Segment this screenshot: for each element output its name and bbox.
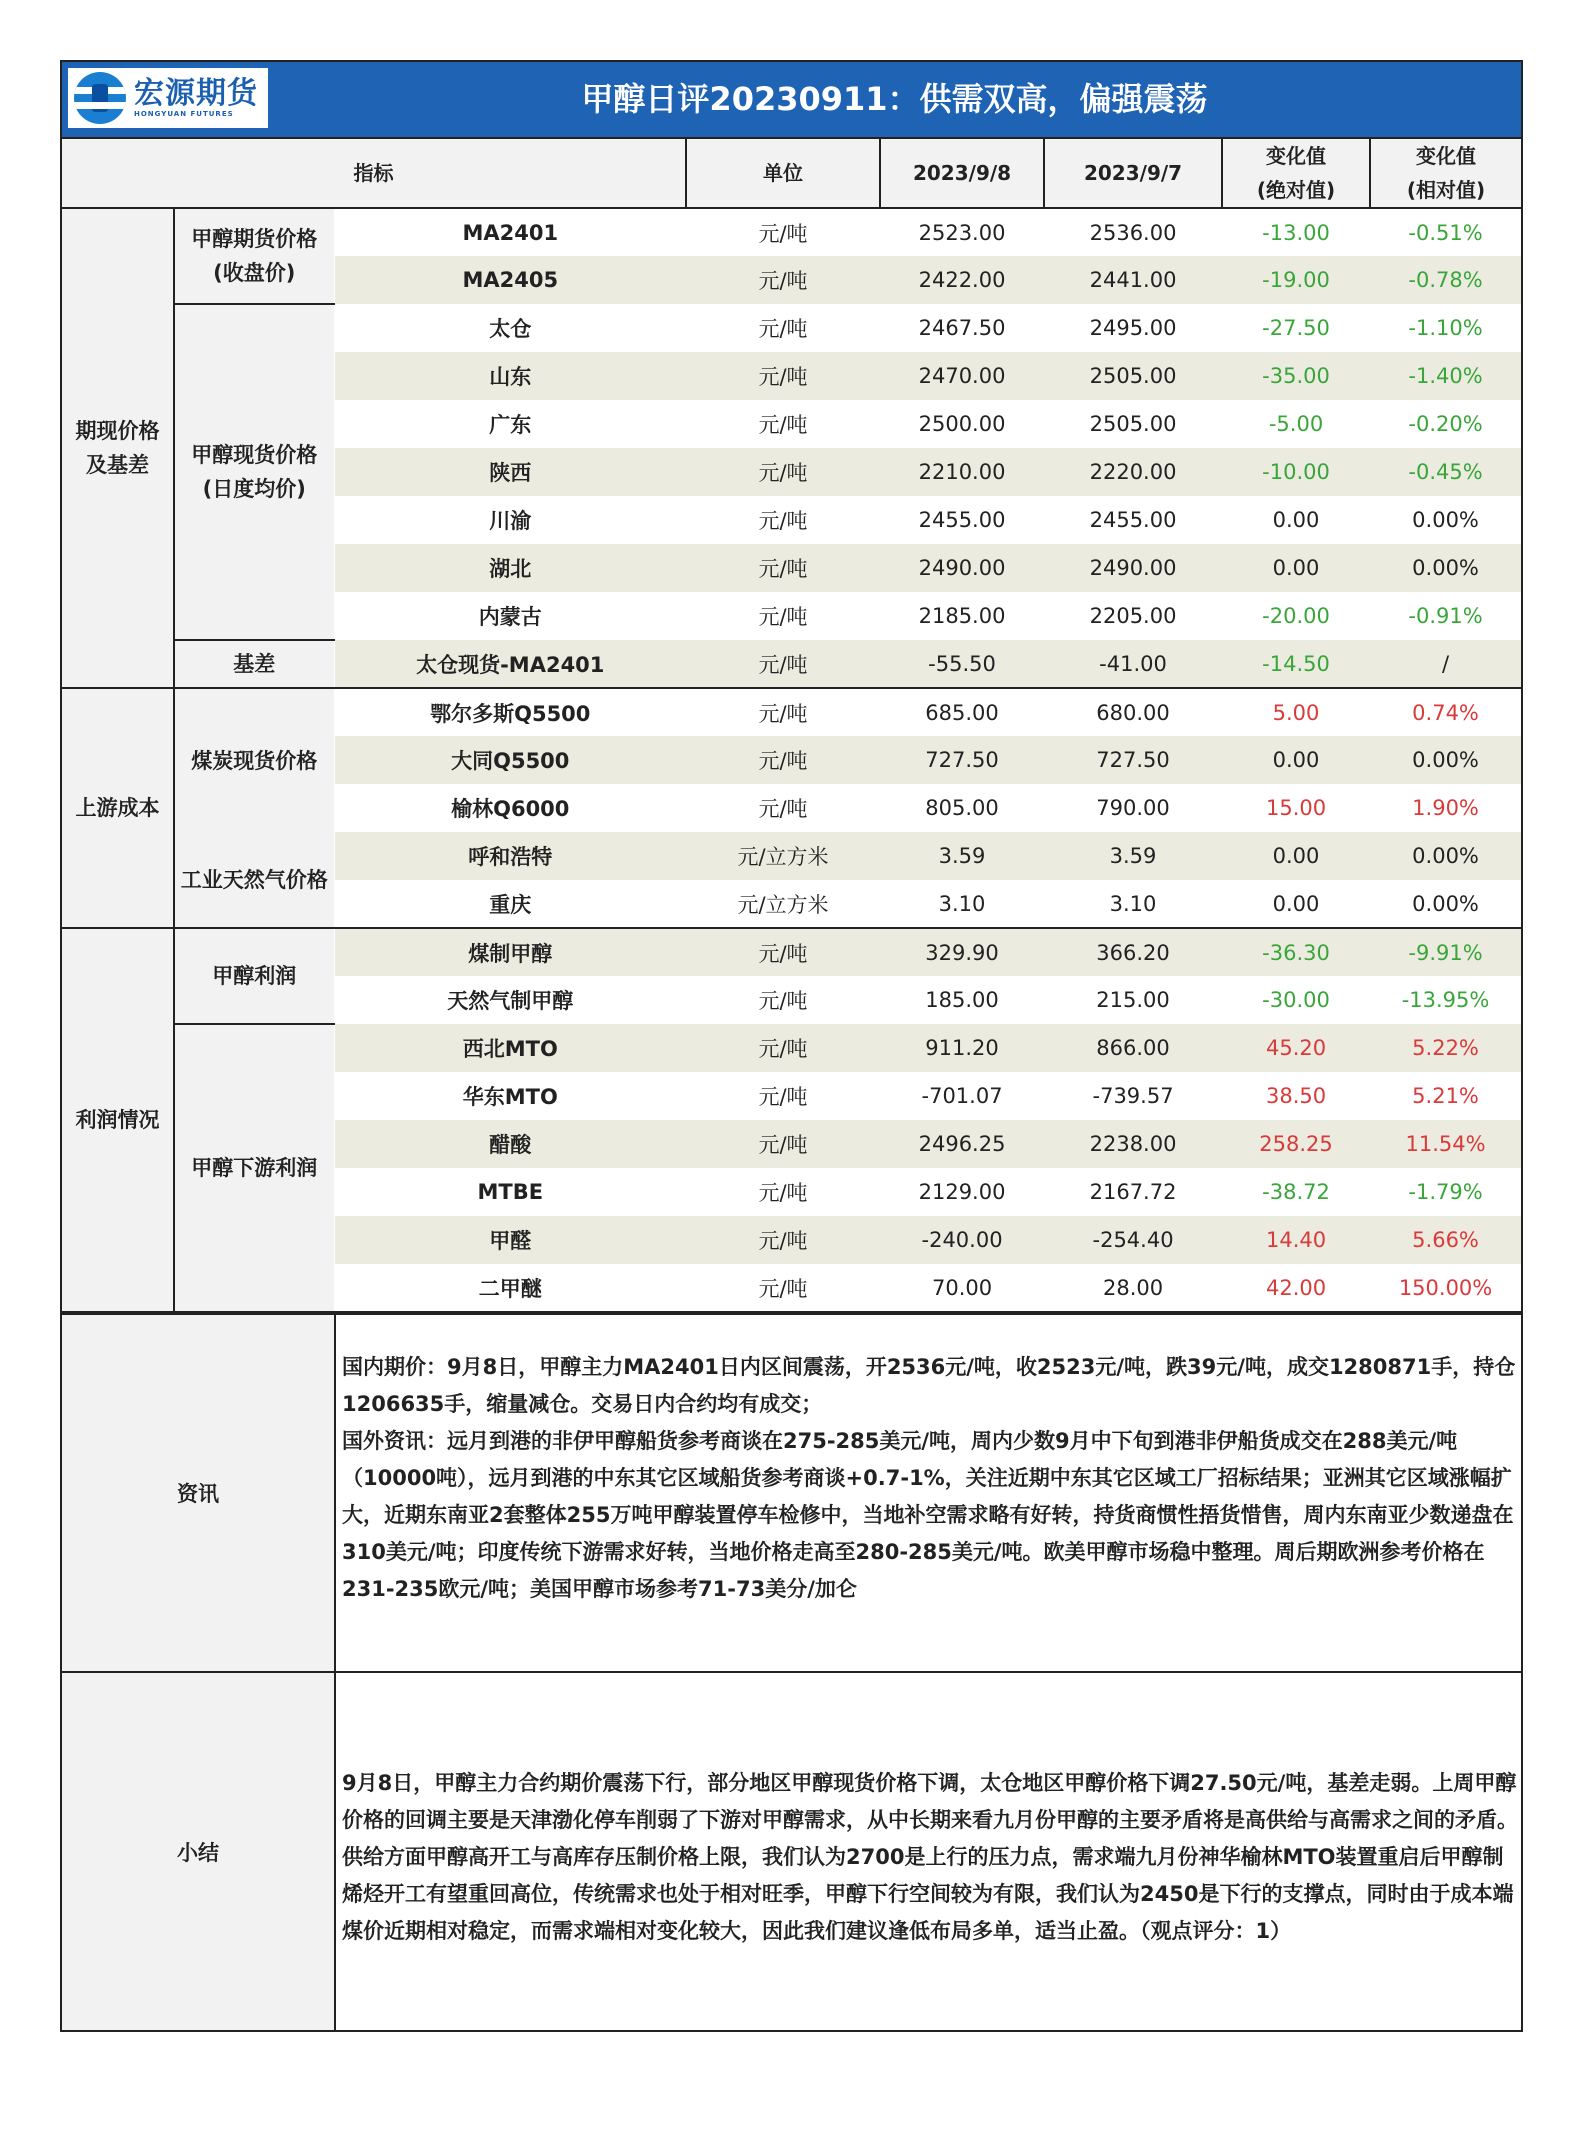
row-value-date1: 805.00 [880, 784, 1044, 832]
report-sheet [60, 60, 1523, 2032]
news-label: 资讯 [62, 1315, 336, 1671]
row-value-date2: -41.00 [1044, 640, 1222, 688]
row-abs-change: -10.00 [1222, 448, 1370, 496]
row-name: 大同Q5500 [334, 736, 686, 784]
row-abs-change: 5.00 [1222, 688, 1370, 736]
row-rel-change: -0.20% [1370, 400, 1521, 448]
row-abs-change: -13.00 [1222, 208, 1370, 256]
row-rel-change: -0.78% [1370, 256, 1521, 304]
table-header-row [62, 139, 1521, 208]
row-abs-change: 0.00 [1222, 496, 1370, 544]
row-rel-change: -0.91% [1370, 592, 1521, 640]
row-value-date2: 2205.00 [1044, 592, 1222, 640]
row-abs-change: -19.00 [1222, 256, 1370, 304]
row-rel-change: -0.51% [1370, 208, 1521, 256]
report-title: 甲醇日评20230911：供需双高，偏强震荡 [581, 80, 1208, 118]
col-date1: 2023/9/8 [880, 139, 1044, 208]
row-value-date2: 866.00 [1044, 1024, 1222, 1072]
row-value-date2: -739.57 [1044, 1072, 1222, 1120]
row-abs-change: 15.00 [1222, 784, 1370, 832]
row-rel-change: -13.95% [1370, 976, 1521, 1024]
methanol-data-table [62, 139, 1521, 1313]
report-header [62, 62, 1521, 139]
row-value-date2: 28.00 [1044, 1264, 1222, 1312]
row-name: 陕西 [334, 448, 686, 496]
col-date2: 2023/9/7 [1044, 139, 1222, 208]
row-name: 广东 [334, 400, 686, 448]
row-value-date2: 2220.00 [1044, 448, 1222, 496]
row-rel-change: -1.10% [1370, 304, 1521, 352]
row-unit: 元/吨 [686, 592, 880, 640]
row-name: MA2401 [334, 208, 686, 256]
row-abs-change: -38.72 [1222, 1168, 1370, 1216]
row-name: 湖北 [334, 544, 686, 592]
row-value-date2: -254.40 [1044, 1216, 1222, 1264]
row-unit: 元/吨 [686, 256, 880, 304]
table-row [62, 688, 1521, 736]
section-label-profit: 利润情况 [62, 928, 174, 1312]
row-unit: 元/吨 [686, 784, 880, 832]
col-rel-change: 变化值 (相对值) [1370, 139, 1521, 208]
row-abs-change: -36.30 [1222, 928, 1370, 976]
row-abs-change: -35.00 [1222, 352, 1370, 400]
row-unit: 元/吨 [686, 640, 880, 688]
row-name: 呼和浩特 [334, 832, 686, 880]
news-text [336, 1315, 1521, 1671]
row-value-date1: 2490.00 [880, 544, 1044, 592]
row-rel-change: 0.00% [1370, 880, 1521, 928]
row-abs-change: 14.40 [1222, 1216, 1370, 1264]
row-value-date2: 680.00 [1044, 688, 1222, 736]
row-rel-change: 150.00% [1370, 1264, 1521, 1312]
row-abs-change: 45.20 [1222, 1024, 1370, 1072]
table-row [62, 208, 1521, 256]
row-value-date1: 2500.00 [880, 400, 1044, 448]
row-abs-change: 258.25 [1222, 1120, 1370, 1168]
summary-text [336, 1673, 1521, 2030]
row-unit: 元/吨 [686, 304, 880, 352]
row-value-date1: 329.90 [880, 928, 1044, 976]
row-unit: 元/吨 [686, 1168, 880, 1216]
row-rel-change: 0.00% [1370, 544, 1521, 592]
row-abs-change: 0.00 [1222, 736, 1370, 784]
row-value-date1: -701.07 [880, 1072, 1044, 1120]
logo-name-en: HONGYUAN FUTURES [134, 110, 234, 118]
row-value-date2: 366.20 [1044, 928, 1222, 976]
row-rel-change: -1.79% [1370, 1168, 1521, 1216]
row-unit: 元/吨 [686, 544, 880, 592]
row-unit: 元/吨 [686, 1216, 880, 1264]
row-abs-change: 0.00 [1222, 880, 1370, 928]
row-value-date2: 2505.00 [1044, 400, 1222, 448]
row-value-date2: 2490.00 [1044, 544, 1222, 592]
row-value-date2: 727.50 [1044, 736, 1222, 784]
row-value-date2: 790.00 [1044, 784, 1222, 832]
table-row [62, 928, 1521, 976]
row-name: MA2405 [334, 256, 686, 304]
row-abs-change: -30.00 [1222, 976, 1370, 1024]
row-value-date1: 685.00 [880, 688, 1044, 736]
summary-label: 小结 [62, 1673, 336, 2030]
row-unit: 元/吨 [686, 400, 880, 448]
company-logo [68, 68, 268, 128]
row-value-date1: 2185.00 [880, 592, 1044, 640]
row-name: 榆林Q6000 [334, 784, 686, 832]
row-unit: 元/立方米 [686, 832, 880, 880]
row-rel-change: 0.00% [1370, 496, 1521, 544]
row-unit: 元/吨 [686, 736, 880, 784]
row-value-date2: 2505.00 [1044, 352, 1222, 400]
row-name: 重庆 [334, 880, 686, 928]
row-value-date2: 215.00 [1044, 976, 1222, 1024]
subgroup-label-spot-price: 甲醇现货价格 (日度均价) [174, 304, 334, 640]
subgroup-label-basis: 基差 [174, 640, 334, 688]
row-value-date1: 2210.00 [880, 448, 1044, 496]
col-abs-change: 变化值 (绝对值) [1222, 139, 1370, 208]
row-value-date1: 2496.25 [880, 1120, 1044, 1168]
row-unit: 元/吨 [686, 928, 880, 976]
row-name: 天然气制甲醇 [334, 976, 686, 1024]
row-value-date1: 2129.00 [880, 1168, 1044, 1216]
row-name: 川渝 [334, 496, 686, 544]
row-value-date2: 2455.00 [1044, 496, 1222, 544]
row-value-date2: 2495.00 [1044, 304, 1222, 352]
row-rel-change: 0.74% [1370, 688, 1521, 736]
row-rel-change: 0.00% [1370, 832, 1521, 880]
row-rel-change: -0.45% [1370, 448, 1521, 496]
section-label-spot: 期现价格 及基差 [62, 208, 174, 688]
row-rel-change: / [1370, 640, 1521, 688]
row-unit: 元/吨 [686, 688, 880, 736]
row-value-date1: 70.00 [880, 1264, 1044, 1312]
section-label-upstream: 上游成本 [62, 688, 174, 928]
row-value-date1: 911.20 [880, 1024, 1044, 1072]
table-row [62, 304, 1521, 352]
row-name: 内蒙古 [334, 592, 686, 640]
row-value-date1: 727.50 [880, 736, 1044, 784]
row-value-date2: 3.59 [1044, 832, 1222, 880]
summary-paragraph: 9月8日，甲醇主力合约期价震荡下行，部分地区甲醇现货价格下调，太仓地区甲醇价格下调27.50元/吨，基差走弱。上周甲醇价格的回调主要是天津渤化停车削弱了下游对甲醇需求，从中长期来看九月份甲醇的主要矛盾将是高供给与高需求之间的矛盾。供给方面甲醇高开工与高库存压制价格上限，我们认为2700是上行的压力点，需求端九月份神华榆林MTO装置重启后甲醇制烯烃开工有望重回高位，传统需求也处于相对旺季，甲醇下行空间较为有限，我们认为2450是下行的支撑点，同时由于成本端煤价近期相对稳定，而需求端相对变化较大，因此我们建议逢低布局多单，适当止盈。（观点评分：1） [342, 1771, 1518, 1943]
row-name: 西北MTO [334, 1024, 686, 1072]
row-unit: 元/吨 [686, 496, 880, 544]
row-name: 醋酸 [334, 1120, 686, 1168]
table-row [62, 640, 1521, 688]
row-value-date1: 3.10 [880, 880, 1044, 928]
row-value-date1: 2455.00 [880, 496, 1044, 544]
logo-icon [74, 72, 126, 124]
row-rel-change: -9.91% [1370, 928, 1521, 976]
row-unit: 元/吨 [686, 1264, 880, 1312]
row-rel-change: 11.54% [1370, 1120, 1521, 1168]
row-value-date1: 3.59 [880, 832, 1044, 880]
row-name: 甲醛 [334, 1216, 686, 1264]
row-rel-change: -1.40% [1370, 352, 1521, 400]
row-abs-change: 0.00 [1222, 832, 1370, 880]
row-rel-change: 5.21% [1370, 1072, 1521, 1120]
row-value-date2: 2536.00 [1044, 208, 1222, 256]
row-unit: 元/吨 [686, 448, 880, 496]
row-unit: 元/吨 [686, 352, 880, 400]
row-name: 煤制甲醇 [334, 928, 686, 976]
col-unit: 单位 [686, 139, 880, 208]
row-abs-change: 42.00 [1222, 1264, 1370, 1312]
row-value-date2: 2167.72 [1044, 1168, 1222, 1216]
row-abs-change: 0.00 [1222, 544, 1370, 592]
table-row [62, 832, 1521, 880]
subgroup-label-methanol-profit: 甲醇利润 [174, 928, 334, 1024]
subgroup-label-coal: 煤炭现货价格 [174, 688, 334, 832]
row-name: 山东 [334, 352, 686, 400]
row-rel-change: 5.66% [1370, 1216, 1521, 1264]
table-row [62, 1024, 1521, 1072]
row-value-date1: 2422.00 [880, 256, 1044, 304]
row-value-date2: 2441.00 [1044, 256, 1222, 304]
row-rel-change: 5.22% [1370, 1024, 1521, 1072]
row-name: 太仓 [334, 304, 686, 352]
row-value-date2: 2238.00 [1044, 1120, 1222, 1168]
col-indicator: 指标 [62, 139, 686, 208]
row-value-date1: 2467.50 [880, 304, 1044, 352]
row-abs-change: -20.00 [1222, 592, 1370, 640]
subgroup-label-futures: 甲醇期货价格 (收盘价) [174, 208, 334, 304]
row-value-date2: 3.10 [1044, 880, 1222, 928]
row-name: 鄂尔多斯Q5500 [334, 688, 686, 736]
row-value-date1: -55.50 [880, 640, 1044, 688]
row-value-date1: 2470.00 [880, 352, 1044, 400]
row-value-date1: 185.00 [880, 976, 1044, 1024]
row-unit: 元/吨 [686, 1120, 880, 1168]
row-name: MTBE [334, 1168, 686, 1216]
row-unit: 元/吨 [686, 976, 880, 1024]
row-abs-change: -14.50 [1222, 640, 1370, 688]
news-foreign: 国外资讯：远月到港的非伊甲醇船货参考商谈在275-285美元/吨，周内少数9月中下旬到港非伊船货成交在288美元/吨（10000吨），远月到港的中东其它区域船货参考商谈+0.7-1%，关注近期中东其它区域工厂招标结果；亚洲其它区域涨幅扩大，近期东南亚2套整体255万吨甲醇装置停车检修中，当地补空需求略有好转，持货商惯性捂货惜售，周内东南亚少数递盘在310美元/吨；印度传统下游需求好转，当地价格走高至280-285美元/吨。欧美甲醇市场稳中整理。周后期欧洲参考价格在231-235欧元/吨；美国甲醇市场参考71-73美分/加仑 [342, 1429, 1514, 1601]
row-name: 二甲醚 [334, 1264, 686, 1312]
summary-section [62, 1671, 1521, 2030]
row-name: 华东MTO [334, 1072, 686, 1120]
row-abs-change: 38.50 [1222, 1072, 1370, 1120]
row-value-date1: 2523.00 [880, 208, 1044, 256]
logo-name-cn: 宏源期货 [134, 76, 258, 111]
row-abs-change: -27.50 [1222, 304, 1370, 352]
row-rel-change: 0.00% [1370, 736, 1521, 784]
subgroup-label-downstream-profit: 甲醇下游利润 [174, 1024, 334, 1312]
row-abs-change: -5.00 [1222, 400, 1370, 448]
row-unit: 元/吨 [686, 208, 880, 256]
row-rel-change: 1.90% [1370, 784, 1521, 832]
row-unit: 元/吨 [686, 1024, 880, 1072]
row-unit: 元/立方米 [686, 880, 880, 928]
subgroup-label-gas: 工业天然气价格 [174, 832, 334, 928]
row-value-date1: -240.00 [880, 1216, 1044, 1264]
row-name: 太仓现货-MA2401 [334, 640, 686, 688]
news-section [62, 1313, 1521, 1671]
news-domestic: 国内期价：9月8日，甲醇主力MA2401日内区间震荡，开2536元/吨，收2523元/吨，跌39元/吨，成交1280871手，持仓1206635手，缩量减仓。交易日内合约均有成交； [342, 1355, 1516, 1416]
row-unit: 元/吨 [686, 1072, 880, 1120]
